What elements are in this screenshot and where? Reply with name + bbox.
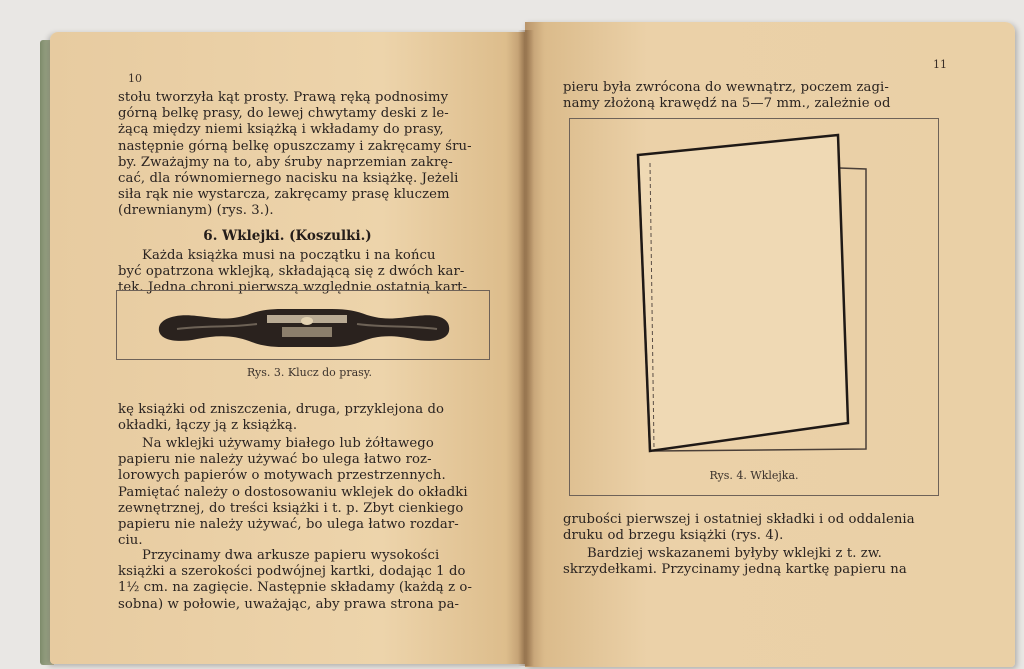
figure-3-frame [116, 290, 490, 360]
left-paragraph-3 [118, 402, 486, 434]
text-line: okładki, łączy ją z książką. [118, 418, 298, 434]
left-paragraph-4 [118, 436, 486, 549]
text-line: Bardziej wskazanemi byłyby wklejki z t. zw. [587, 546, 882, 561]
text-line: (drewnianym) (rys. 3.). [118, 203, 274, 219]
text-line: papieru nie należy używać bo ulega łatwo roz- [118, 452, 432, 468]
endpaper-illustration [570, 119, 938, 495]
text-line: żącą między niemi książką i wkładamy do prasy, [118, 122, 444, 138]
left-page [50, 32, 525, 664]
section-heading: 6. Wklejki. (Koszulki.) [203, 228, 372, 244]
text-line: Na wklejki używamy białego lub żółtawego [142, 436, 434, 451]
text-line: zewnętrznej, do treści książki i t. p. Zbyt cienkiego [118, 500, 464, 516]
book-gutter [518, 30, 534, 666]
text-line: by. Zważajmy na to, aby śruby naprzemian zakrę- [118, 154, 453, 170]
figure-4-frame [569, 118, 939, 496]
text-line: następnie górną belkę opuszczamy i zakręcamy śru- [118, 138, 472, 154]
text-line: skrzydełkami. Przycinamy jedną kartkę papieru na [563, 562, 907, 578]
text-line: górną belkę prasy, do lewej chwytamy deski z le- [118, 106, 449, 122]
right-paragraph-1 [563, 80, 957, 112]
text-line: kę książki od zniszczenia, druga, przyklejona do [118, 402, 445, 417]
text-line: druku od brzegu książki (rys. 4). [563, 528, 784, 544]
left-paragraph-5 [118, 548, 486, 613]
text-line: ciu. [118, 533, 143, 549]
text-line: cać, dla równomiernego nacisku na książkę. Jeżeli [118, 171, 459, 187]
figure-4-caption: Rys. 4. Wklejka. [709, 469, 799, 482]
text-line: Każda książka musi na początku i na końcu [142, 248, 436, 263]
text-line: grubości pierwszej i ostatniej składki i od oddalenia [563, 512, 915, 527]
right-paragraph-3 [563, 546, 957, 578]
figure-3-caption: Rys. 3. Klucz do prasy. [246, 366, 373, 379]
right-paragraph-2 [563, 512, 957, 544]
text-line: 1½ cm. na zagięcie. Następnie składamy (każdą z o- [118, 580, 472, 596]
page-number-right: 11 [933, 58, 947, 71]
text-line: namy złożoną krawędź na 5—7 mm., zależnie od [563, 96, 891, 112]
press-key-illustration [117, 291, 489, 359]
text-line: książki a szerokości podwójnej kartki, dodając 1 do [118, 564, 466, 580]
text-line: pieru była zwrócona do wewnątrz, poczem zagi- [563, 80, 889, 95]
left-paragraph-1 [118, 90, 486, 220]
text-line: siła rąk nie wystarcza, zakręcamy prasę kluczem [118, 187, 450, 203]
text-line: lorowych papierów o motywach przestrzennych. [118, 468, 446, 484]
text-line: Pamiętać należy o dostosowaniu wklejek do okładki [118, 484, 468, 500]
text-line: sobna) w połowie, uważając, aby prawa strona pa- [118, 596, 460, 612]
open-book [40, 22, 1016, 662]
text-line: być opatrzona wklejką, składającą się z dwóch kar- [118, 264, 465, 280]
text-line: stołu tworzyła kąt prosty. Prawą ręką podnosimy [118, 90, 449, 105]
text-line: papieru nie należy używać, bo ulega łatwo rozdar- [118, 517, 459, 533]
right-page [525, 22, 1015, 667]
text-line: Przycinamy dwa arkusze papieru wysokości [142, 548, 440, 563]
page-number-left: 10 [128, 72, 142, 85]
text-line: tek. Jedna chroni pierwszą względnie ostatnią kart- [118, 280, 468, 296]
